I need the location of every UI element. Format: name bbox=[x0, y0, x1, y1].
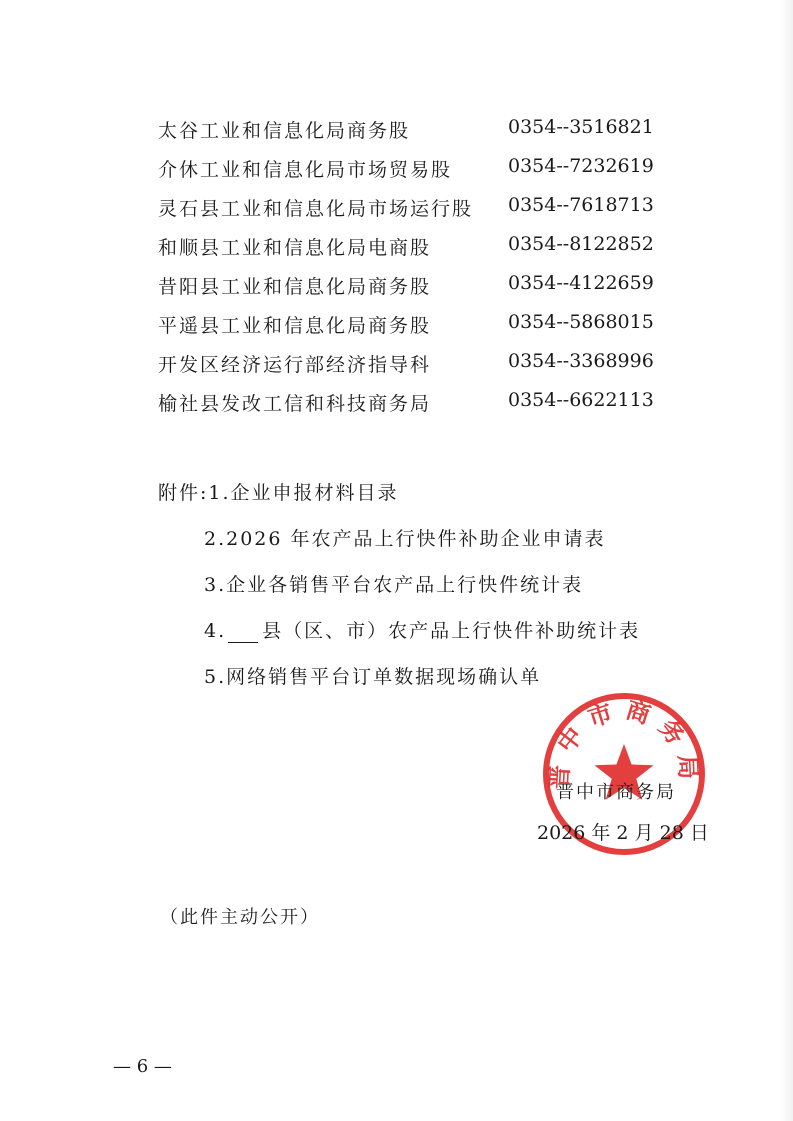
contact-phone: 0354--7618713 bbox=[508, 194, 654, 216]
contact-phone: 0354--8122852 bbox=[508, 233, 654, 255]
contact-phone: 0354--6622113 bbox=[508, 389, 654, 411]
contact-org: 介休工业和信息化局市场贸易股 bbox=[158, 159, 453, 181]
contact-row bbox=[158, 305, 678, 344]
contact-row bbox=[158, 227, 678, 266]
contact-phone: 0354--7232619 bbox=[508, 155, 654, 177]
attachment-list bbox=[158, 478, 698, 708]
contact-org: 太谷工业和信息化局商务股 bbox=[158, 120, 411, 142]
attachment-item: 2.2026 年农产品上行快件补助企业申请表 bbox=[204, 528, 606, 550]
contact-org: 昔阳县工业和信息化局商务股 bbox=[158, 276, 432, 298]
contact-list bbox=[158, 110, 678, 422]
fill-in-blank bbox=[228, 622, 258, 643]
disclosure-note: （此件主动公开） bbox=[160, 907, 320, 928]
contact-row bbox=[158, 383, 678, 422]
contact-org: 榆社县发改工信和科技商务局 bbox=[158, 393, 432, 415]
contact-phone: 0354--3516821 bbox=[508, 116, 654, 138]
page-number: — 6 — bbox=[113, 1056, 172, 1077]
attachment-item: 3.企业各销售平台农产品上行快件统计表 bbox=[204, 574, 584, 596]
page-edge bbox=[779, 0, 793, 1121]
attachment-item-county bbox=[158, 616, 698, 662]
issue-date: 2026 年 2 月 28 日 bbox=[537, 822, 709, 844]
contact-org: 灵石县工业和信息化局市场运行股 bbox=[158, 198, 474, 220]
attachment-heading: 附件:1.企业申报材料目录 bbox=[158, 482, 399, 504]
contact-phone: 0354--4122659 bbox=[508, 272, 654, 294]
contact-row bbox=[158, 266, 678, 305]
contact-org: 开发区经济运行部经济指导科 bbox=[158, 354, 432, 376]
contact-row bbox=[158, 110, 678, 149]
contact-row bbox=[158, 344, 678, 383]
signer-name: 晋中市商务局 bbox=[556, 782, 676, 803]
contact-org: 平遥县工业和信息化局商务股 bbox=[158, 315, 432, 337]
contact-org: 和顺县工业和信息化局电商股 bbox=[158, 237, 432, 259]
attachment-item-number: 4. bbox=[204, 620, 227, 642]
attachment-item-text: 县（区、市）农产品上行快件补助统计表 bbox=[262, 620, 641, 642]
contact-phone: 0354--5868015 bbox=[508, 311, 654, 333]
contact-phone: 0354--3368996 bbox=[508, 350, 654, 372]
contact-row bbox=[158, 188, 678, 227]
contact-row bbox=[158, 149, 678, 188]
seal-text: 晋中市商务局 bbox=[545, 695, 703, 790]
attachment-item: 5.网络销售平台订单数据现场确认单 bbox=[204, 666, 542, 688]
